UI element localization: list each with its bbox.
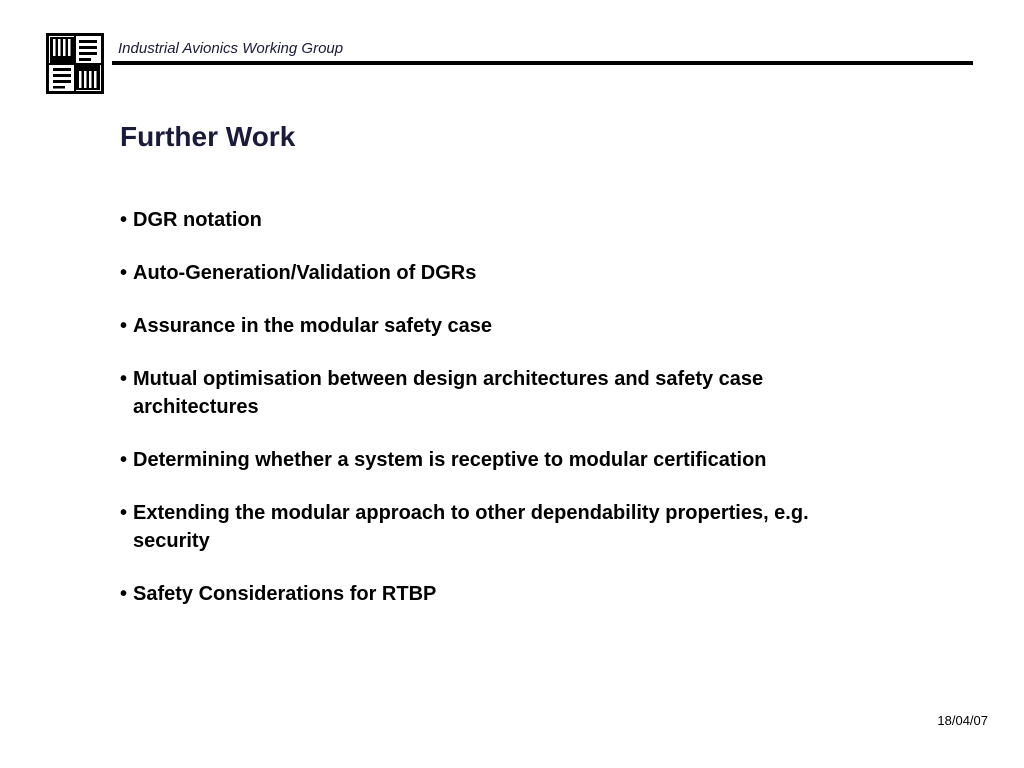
bullet-text: Extending the modular approach to other dependability properties, e.g. security — [133, 502, 809, 552]
slide-title: Further Work — [120, 121, 296, 152]
org-name: Industrial Avionics Working Group — [118, 40, 344, 57]
bullet-item — [120, 365, 880, 421]
bullet-icon: • — [120, 262, 128, 284]
bullet-icon: • — [120, 449, 128, 471]
bullet-text: Safety Considerations for RTBP — [133, 583, 437, 605]
bullet-item — [120, 580, 880, 608]
bullet-item — [120, 312, 880, 340]
bullet-icon: • — [120, 368, 128, 390]
bullet-item — [120, 206, 880, 234]
bullet-text: Assurance in the modular safety case — [133, 315, 493, 337]
bullet-item — [120, 259, 880, 287]
bullet-icon: • — [120, 315, 128, 337]
bullet-icon: • — [120, 209, 128, 231]
bullet-text: DGR notation — [133, 209, 262, 231]
bullet-item — [120, 499, 880, 555]
bullet-text: Auto-Generation/Validation of DGRs — [133, 262, 477, 284]
bullet-icon: • — [120, 502, 128, 524]
bullet-text: Mutual optimisation between design architectures and safety case architectures — [133, 368, 764, 418]
four-hands-logo-icon — [46, 33, 104, 94]
bullet-icon: • — [120, 583, 128, 605]
header-divider — [112, 61, 973, 65]
bullet-list — [120, 206, 880, 633]
footer-date: 18/04/07 — [937, 713, 988, 728]
bullet-item — [120, 446, 880, 474]
bullet-text: Determining whether a system is receptive to modular certification — [133, 449, 767, 471]
